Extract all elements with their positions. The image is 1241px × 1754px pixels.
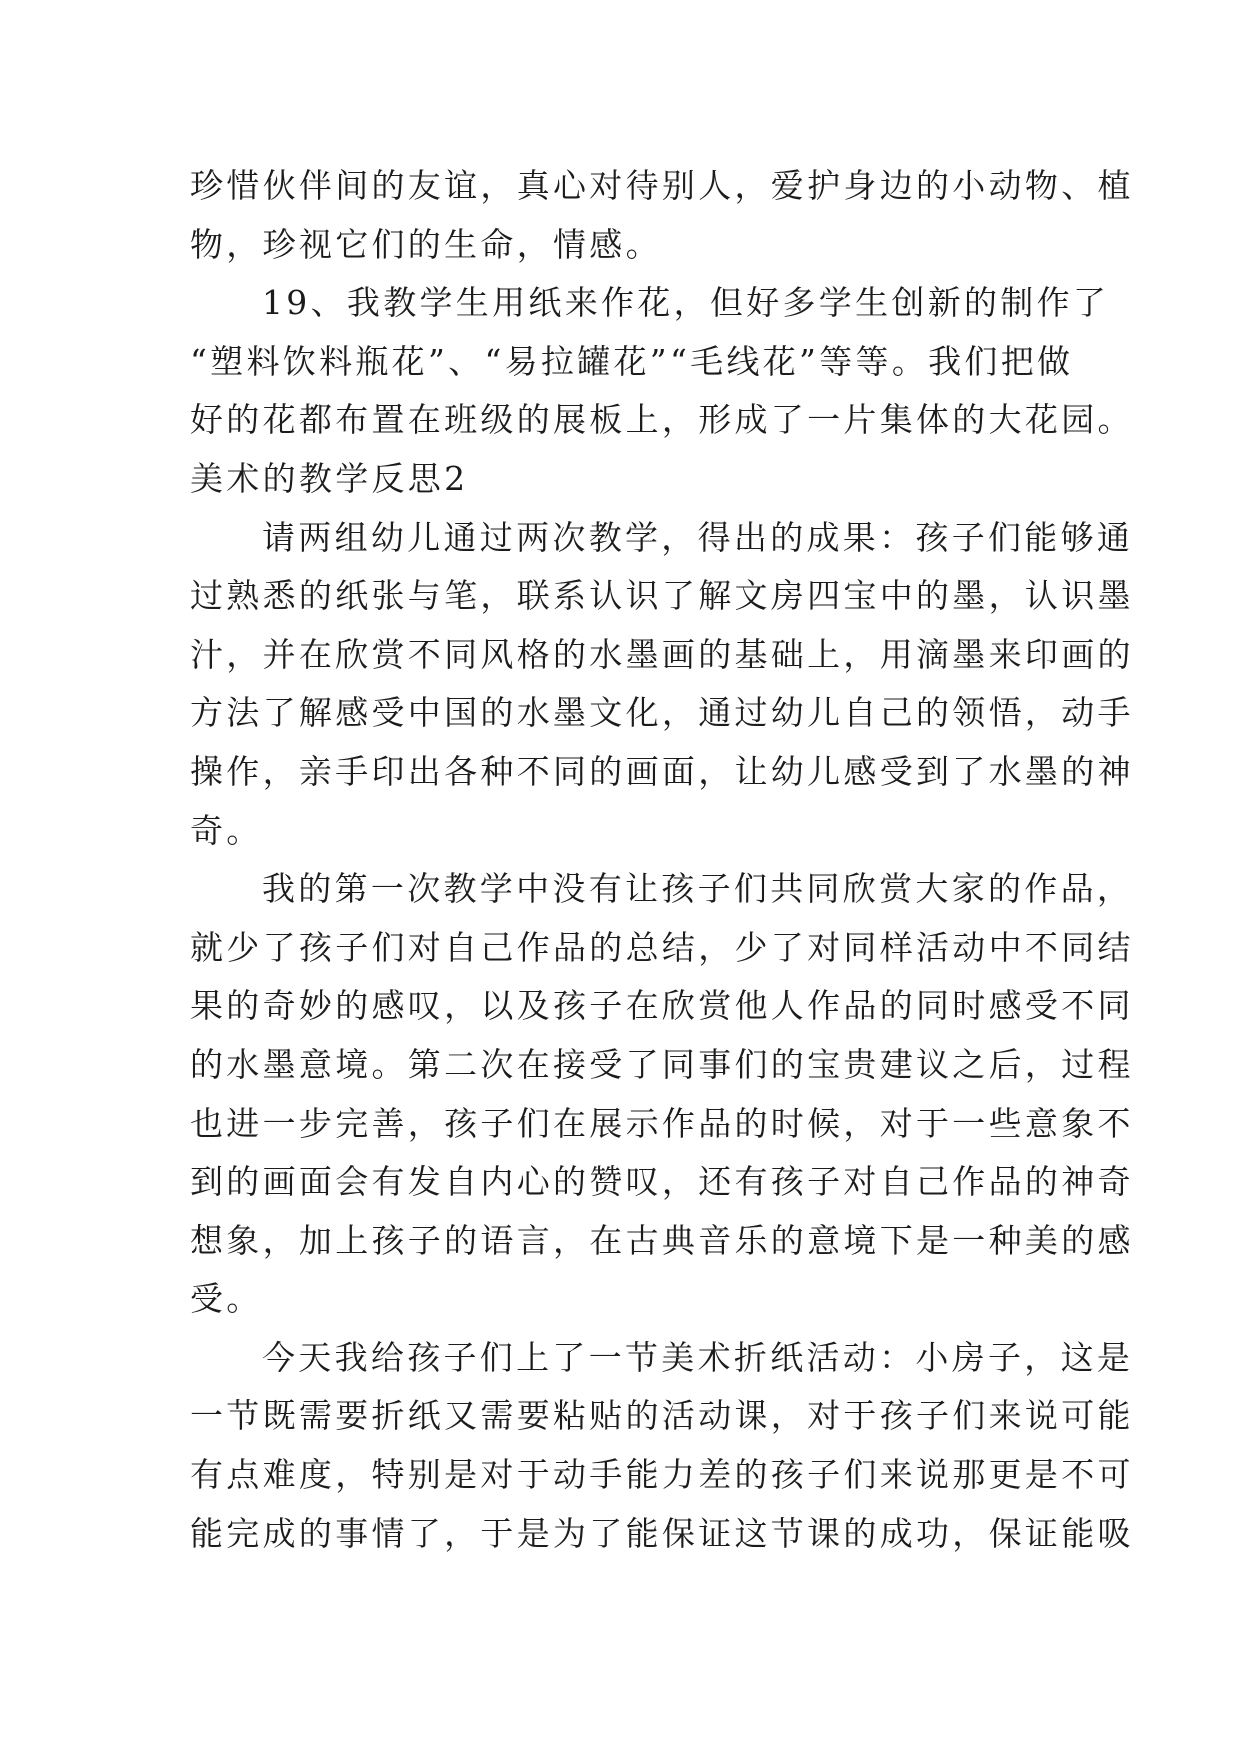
text-line: 奇。 <box>190 810 263 850</box>
text-line: 方法了解感受中国的水墨文化，通过幼儿自己的领悟，动手 <box>190 693 1134 733</box>
text-line: 操作，亲手印出各种不同的画面，让幼儿感受到了水墨的神 <box>190 751 1134 791</box>
text-line: 19、我教学生用纸来作花，但好多学生创新的制作了 <box>262 283 1110 323</box>
text-line: 今天我给孩子们上了一节美术折纸活动：小房子，这是 <box>262 1337 1134 1377</box>
text-line: 到的画面会有发自内心的赞叹，还有孩子对自己作品的神奇 <box>190 1162 1134 1202</box>
text-line: 也进一步完善，孩子们在展示作品的时候，对于一些意象不 <box>190 1103 1134 1143</box>
text-line: 的水墨意境。第二次在接受了同事们的宝贵建议之后，过程 <box>190 1044 1134 1084</box>
text-line: “塑料饮料瓶花”、“易拉罐花”“毛线花”等等。我们把做 <box>190 341 1074 381</box>
text-line: 我的第一次教学中没有让孩子们共同欣赏大家的作品， <box>262 869 1134 909</box>
text-line: 过熟悉的纸张与笔，联系认识了解文房四宝中的墨，认识墨 <box>190 576 1134 616</box>
text-line: 好的花都布置在班级的展板上，形成了一片集体的大花园。 <box>190 400 1134 440</box>
text-line: 物，珍视它们的生命，情感。 <box>190 224 662 264</box>
text-line: 果的奇妙的感叹，以及孩子在欣赏他人作品的同时感受不同 <box>190 986 1134 1026</box>
text-line: 有点难度，特别是对于动手能力差的孩子们来说那更是不可 <box>190 1455 1134 1495</box>
text-line: 汁，并在欣赏不同风格的水墨画的基础上，用滴墨来印画的 <box>190 634 1134 674</box>
text-line: 就少了孩子们对自己作品的总结，少了对同样活动中不同结 <box>190 927 1134 967</box>
text-line: 能完成的事情了，于是为了能保证这节课的成功，保证能吸 <box>190 1513 1134 1553</box>
text-line: 请两组幼儿通过两次教学，得出的成果：孩子们能够通 <box>262 517 1134 557</box>
section-heading: 美术的教学反思2 <box>190 458 469 498</box>
text-line: 想象，加上孩子的语言，在古典音乐的意境下是一种美的感 <box>190 1220 1134 1260</box>
text-line: 珍惜伙伴间的友谊，真心对待别人，爱护身边的小动物、植 <box>190 166 1134 205</box>
text-line: 一节既需要折纸又需要粘贴的活动课，对于孩子们来说可能 <box>190 1396 1134 1436</box>
text-line: 受。 <box>190 1279 263 1319</box>
document-body <box>190 157 1134 1563</box>
